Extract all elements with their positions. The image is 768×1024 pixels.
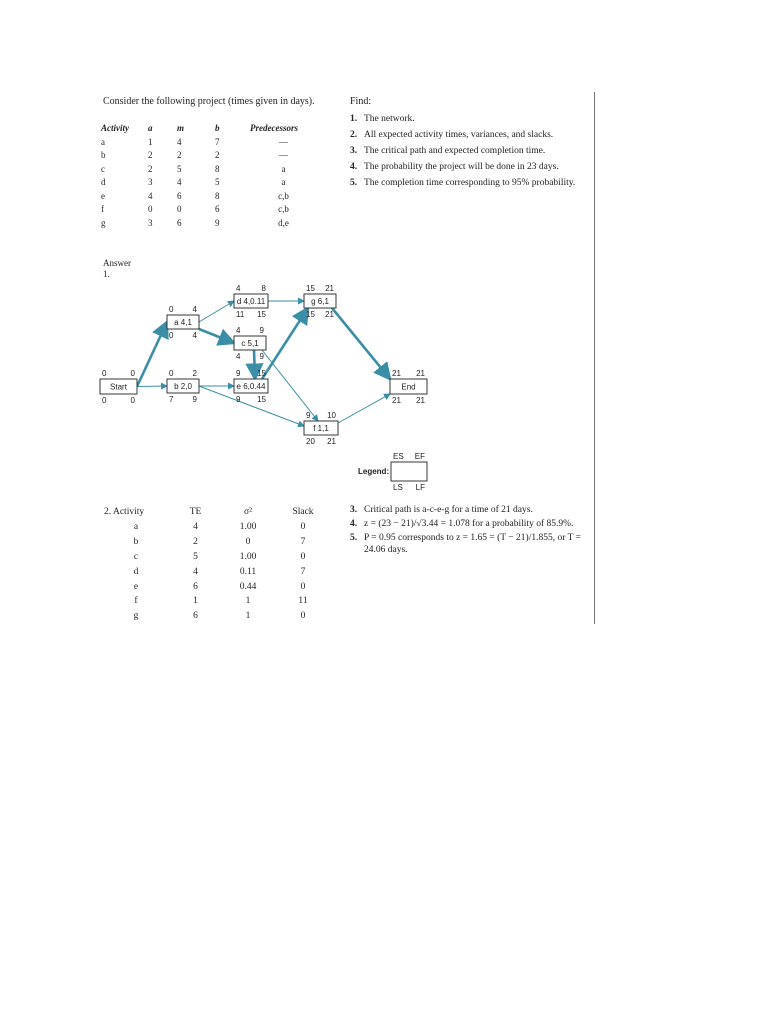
network-node-b bbox=[167, 369, 199, 404]
table-cell: 0 bbox=[300, 581, 306, 592]
node-label: Start bbox=[110, 382, 127, 392]
node-ls: 9 bbox=[236, 395, 241, 404]
node-es: 15 bbox=[306, 284, 315, 293]
table-cell: 1.00 bbox=[239, 522, 257, 533]
network-node-c bbox=[234, 326, 266, 361]
table-cell: a bbox=[101, 136, 105, 147]
list-item-number: 3. bbox=[350, 505, 358, 515]
table-cell: c bbox=[133, 551, 139, 562]
answer-title: Answer bbox=[103, 258, 131, 268]
table-cell: 0 bbox=[300, 551, 306, 562]
node-ls: 11 bbox=[236, 310, 245, 319]
header-a: a bbox=[148, 123, 153, 133]
table-cell: 1.00 bbox=[239, 551, 257, 562]
table-cell: 1 bbox=[193, 596, 198, 607]
table-cell: a bbox=[281, 177, 286, 188]
node-ls: 15 bbox=[306, 310, 315, 319]
table-cell: 6 bbox=[193, 581, 198, 592]
table-cell: 6 bbox=[215, 204, 220, 215]
list-item-number: 3. bbox=[350, 146, 358, 156]
table-cell: 0 bbox=[300, 611, 306, 622]
table-cell: 0 bbox=[148, 204, 153, 215]
list-item-text: P = 0.95 corresponds to z = 1.65 = (T − 21)/1.855, or T = 24.06 days. bbox=[364, 533, 581, 555]
node-es: 0 bbox=[169, 369, 174, 378]
node-es: 0 bbox=[169, 305, 174, 314]
node-label: b 2,0 bbox=[174, 382, 192, 391]
list-item-text: The completion time corresponding to 95% probability. bbox=[364, 178, 576, 188]
results-list bbox=[350, 504, 590, 558]
list-item-number: 4. bbox=[350, 162, 358, 172]
header-activity: Activity bbox=[101, 123, 129, 133]
list-item-number: 5. bbox=[350, 533, 358, 543]
network-node-g bbox=[304, 284, 336, 319]
node-lf: 21 bbox=[325, 310, 334, 319]
table-cell: f bbox=[134, 596, 138, 607]
list-item-text: All expected activity times, variances, and slacks. bbox=[364, 130, 554, 140]
node-ls: 21 bbox=[392, 396, 401, 405]
node-ls: 0 bbox=[102, 396, 107, 405]
find-title: Find: bbox=[350, 96, 372, 107]
node-es: 9 bbox=[236, 369, 241, 378]
header-b: b bbox=[215, 123, 220, 133]
table-cell: 5 bbox=[215, 177, 220, 188]
list-item-text: The network. bbox=[364, 114, 415, 124]
node-lf: 15 bbox=[257, 395, 266, 404]
node-ef: 15 bbox=[257, 369, 266, 378]
network-arrow bbox=[137, 386, 167, 387]
table-cell: 0.11 bbox=[239, 566, 257, 577]
table-cell: 5 bbox=[177, 163, 182, 174]
node-lf: 9 bbox=[192, 395, 197, 404]
node-lf: 4 bbox=[192, 331, 197, 340]
node-label: e 6,0.44 bbox=[236, 382, 266, 391]
node-ef: 2 bbox=[192, 369, 197, 378]
node-ef: 8 bbox=[261, 284, 266, 293]
node-label: f 1,1 bbox=[313, 424, 329, 433]
results-table bbox=[104, 504, 333, 624]
node-label: d 4,0.11 bbox=[236, 297, 266, 306]
table-cell: 6 bbox=[193, 611, 198, 622]
table-cell: d bbox=[133, 566, 139, 577]
table-row bbox=[104, 520, 333, 535]
node-ls: 20 bbox=[306, 437, 315, 446]
results-header-activity bbox=[104, 504, 168, 520]
legend-es: ES bbox=[393, 452, 404, 461]
node-lf: 21 bbox=[416, 396, 425, 405]
table-cell: 7 bbox=[300, 537, 306, 548]
table-row bbox=[104, 594, 333, 609]
node-ls: 7 bbox=[169, 395, 174, 404]
list-item bbox=[350, 518, 590, 530]
node-ef: 21 bbox=[416, 369, 425, 378]
header-m: m bbox=[177, 123, 185, 133]
node-es: 4 bbox=[236, 326, 241, 335]
table-cell: b bbox=[101, 150, 106, 161]
table-cell: a bbox=[133, 522, 139, 533]
table-cell: 0 bbox=[245, 537, 251, 548]
node-es: 9 bbox=[306, 411, 311, 420]
critical-path-arrow bbox=[254, 350, 255, 379]
table-cell: 4 bbox=[193, 566, 198, 577]
node-ef: 10 bbox=[327, 411, 336, 420]
table-cell: e bbox=[133, 581, 139, 592]
table-cell: 3 bbox=[148, 217, 153, 228]
table-cell: 1 bbox=[245, 596, 251, 607]
table-cell: 4 bbox=[193, 522, 198, 533]
table-row bbox=[104, 550, 333, 565]
list-item-number: 2. bbox=[350, 130, 358, 140]
critical-path-arrow bbox=[199, 329, 234, 343]
network-node-e bbox=[234, 369, 268, 404]
table-cell: 4 bbox=[148, 190, 153, 201]
node-ls: 0 bbox=[169, 331, 174, 340]
table-cell: d,e bbox=[278, 217, 289, 228]
table-cell: 2 bbox=[177, 150, 182, 161]
table-cell: 2 bbox=[148, 163, 153, 174]
table-cell: f bbox=[101, 204, 104, 215]
node-ef: 9 bbox=[259, 326, 264, 335]
node-ef: 0 bbox=[130, 369, 135, 378]
legend-ef: EF bbox=[414, 452, 425, 461]
network-node-d bbox=[234, 284, 268, 319]
table-cell: d bbox=[101, 177, 106, 188]
network-node-start bbox=[100, 369, 137, 405]
legend-lf: LF bbox=[415, 483, 425, 492]
results-header-variance: σ² bbox=[244, 507, 252, 517]
node-lf: 15 bbox=[257, 310, 266, 319]
node-es: 21 bbox=[392, 369, 401, 378]
table-cell: 2 bbox=[215, 150, 220, 161]
network-node-a bbox=[167, 305, 199, 340]
table-cell: 2 bbox=[148, 150, 153, 161]
table-cell: 2 bbox=[193, 537, 198, 548]
table-cell: c bbox=[101, 163, 105, 174]
table-cell: g bbox=[133, 611, 139, 622]
network-arrow bbox=[338, 394, 390, 423]
network-node-f bbox=[304, 411, 338, 446]
node-label: g 6,1 bbox=[311, 297, 329, 306]
table-cell: 0 bbox=[300, 522, 306, 533]
legend-title: Legend: bbox=[358, 467, 390, 476]
results-header-slack: Slack bbox=[292, 507, 314, 517]
table-cell: 3 bbox=[148, 177, 153, 188]
list-item-text: The probability the project will be done in 23 days. bbox=[364, 162, 559, 172]
list-item-number: 4. bbox=[350, 519, 358, 529]
node-lf: 21 bbox=[327, 437, 336, 446]
critical-path-arrow bbox=[332, 308, 390, 379]
header-predecessors: Predecessors bbox=[250, 123, 298, 133]
network-node-end bbox=[390, 369, 427, 405]
list-item-text: Critical path is a-c-e-g for a time of 21 days. bbox=[364, 505, 533, 515]
critical-path-arrow bbox=[137, 322, 167, 387]
node-ef: 21 bbox=[325, 284, 334, 293]
table-cell: c,b bbox=[278, 190, 289, 201]
node-ls: 4 bbox=[236, 352, 241, 361]
legend-ls: LS bbox=[393, 483, 403, 492]
table-row bbox=[104, 609, 333, 624]
table-cell: 9 bbox=[215, 217, 220, 228]
node-label: c 5,1 bbox=[241, 339, 259, 348]
table-cell: 5 bbox=[193, 551, 198, 562]
legend-box bbox=[391, 462, 427, 481]
node-ef: 4 bbox=[192, 305, 197, 314]
table-cell: 6 bbox=[177, 217, 182, 228]
table-cell: — bbox=[279, 136, 288, 147]
results-activity-label: Activity bbox=[112, 507, 145, 517]
table-cell: 0 bbox=[177, 204, 182, 215]
node-es: 4 bbox=[236, 284, 241, 293]
table-cell: 7 bbox=[215, 136, 220, 147]
table-cell: — bbox=[279, 150, 288, 161]
table-cell: 8 bbox=[215, 190, 220, 201]
node-es: 0 bbox=[102, 369, 107, 378]
node-label: a 4,1 bbox=[174, 318, 192, 327]
problem-intro: Consider the following project (times given in days). bbox=[103, 96, 315, 107]
answer-part: 1. bbox=[103, 269, 110, 279]
node-lf: 9 bbox=[259, 352, 264, 361]
network-diagram bbox=[0, 0, 768, 500]
network-arrow bbox=[199, 301, 234, 322]
table-cell: g bbox=[101, 217, 106, 228]
results-part-label: 2. bbox=[104, 507, 112, 517]
table-cell: e bbox=[101, 190, 105, 201]
list-item bbox=[350, 504, 590, 516]
node-lf: 0 bbox=[130, 396, 135, 405]
results-table-header bbox=[104, 504, 333, 520]
table-row bbox=[104, 564, 333, 579]
results-header-te: TE bbox=[189, 507, 202, 517]
network-legend bbox=[358, 452, 427, 492]
table-row bbox=[104, 579, 333, 594]
list-item-number: 5. bbox=[350, 178, 358, 188]
list-item-text: The critical path and expected completion time. bbox=[364, 146, 546, 156]
table-cell: 11 bbox=[298, 596, 308, 607]
node-label: End bbox=[401, 382, 416, 392]
list-item bbox=[350, 532, 590, 556]
table-cell: 0.44 bbox=[239, 581, 257, 592]
table-cell: 7 bbox=[300, 566, 306, 577]
table-cell: 6 bbox=[177, 190, 182, 201]
table-row bbox=[104, 535, 333, 550]
table-cell: 1 bbox=[148, 136, 153, 147]
table-cell: 1 bbox=[245, 611, 251, 622]
table-cell: 4 bbox=[177, 136, 182, 147]
table-cell: 4 bbox=[177, 177, 182, 188]
table-cell: a bbox=[281, 163, 286, 174]
list-item-text: z = (23 − 21)/√3.44 = 1.078 for a probability of 85.9%. bbox=[364, 519, 574, 529]
list-item-number: 1. bbox=[350, 114, 358, 124]
table-cell: 8 bbox=[215, 163, 220, 174]
table-cell: b bbox=[133, 537, 139, 548]
table-cell: c,b bbox=[278, 204, 289, 215]
